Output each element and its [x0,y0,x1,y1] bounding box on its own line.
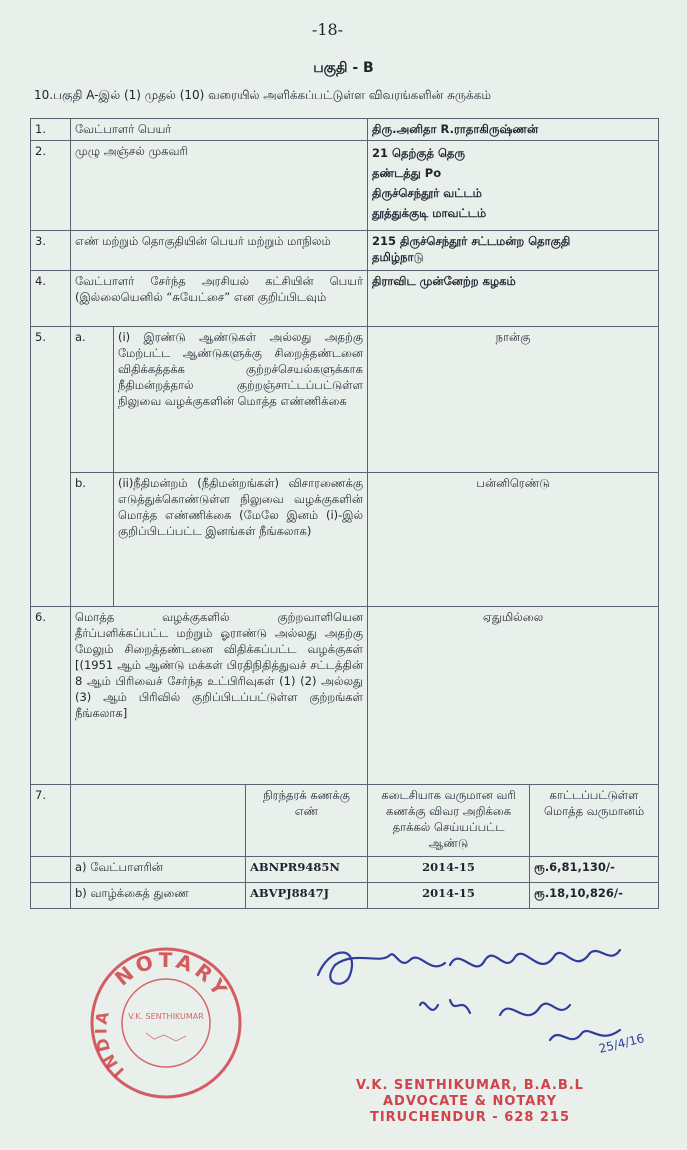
constituency [368,231,659,271]
row-1 [31,119,659,141]
address-line: தண்டத்து Po [372,166,442,180]
blank-cell [71,785,246,857]
postal-address [368,141,659,231]
notary-place: TIRUCHENDUR - 628 215 [369,1110,571,1125]
seal-notary-text: NOTARY [110,947,234,1004]
address-line: திருச்செந்தூர் வட்டம் [372,186,482,200]
candidate-tax-year: 2014-15 [368,857,530,883]
constituency-line: 215 திருச்செந்தூர் சட்டமன்ற தொகுதி [372,234,571,248]
svg-text:NOTARY [110,948,234,1003]
notary-title: ADVOCATE & NOTARY [382,1094,558,1109]
signature-date: 25/4/16 [597,1031,646,1056]
party-name: திராவிட முன்னேற்ற கழகம் [368,271,659,327]
constituency-line: தமிழ்நாடு [372,250,424,264]
row-5b [31,473,659,607]
candidate-pan: ABNPR9485N [246,857,368,883]
row-label: முழு அஞ்சல் முகவரி [71,141,368,231]
row-number: 3. [31,231,71,271]
notary-name: V.K. SENTHIKUMAR, B.A.B.L [356,1078,584,1093]
row-number: 5. [31,327,71,607]
spouse-income: ரூ.18,10,826/- [530,883,659,909]
address-line: 21 தெற்குத் தெரு [372,146,466,160]
row-7-spouse [31,883,659,909]
row-number: 1. [31,119,71,141]
summary-table [30,118,659,909]
row-number: 2. [31,141,71,231]
year-column-header: கடைசியாக வருமான வரி கணக்கு விவர அறிக்கை தாக்கல் செய்யப்பட்ட ஆண்டு [368,785,530,857]
row-label: வேட்பாளர் சேர்ந்த அரசியல் கட்சியின் பெயர் (இல்லையெனில் “சுயேட்சை” என குறிப்பிடவும் [71,271,368,327]
income-column-header: காட்டப்பட்டுள்ள மொத்த வருமானம் [530,785,659,857]
row-6 [31,607,659,785]
sub-number: b. [71,473,114,607]
seal-inner-name: V.K. SENTHIKUMAR [128,1012,204,1021]
row-2 [31,141,659,231]
row-label: வேட்பாளர் பெயர் [71,119,368,141]
sub-number: a. [71,327,114,473]
section-heading: 10.பகுதி A-இல் (1) முதல் (10) வரையில் அளிக்கப்பட்டுள்ள விவரங்களின் சுருக்கம் [34,88,492,102]
row-label: (i) இரண்டு ஆண்டுகள் அல்லது அதற்கு மேற்பட்ட ஆண்டுகளுக்கு சிறைத்தண்டனை விதிக்கத்தக்க குற்றச்செயல்களுக்காக நீதிமன்றத்தால் குற்றஞ்சாட்டப்பட்டுள்ள நிலுவை வழக்குகளின் மொத்த எண்ணிக்கை [114,327,368,473]
pending-cases-count: நான்கு [368,327,659,473]
blank-cell [31,883,71,909]
row-number: 6. [31,607,71,785]
row-number: 7. [31,785,71,857]
row-7-header [31,785,659,857]
row-label: மொத்த வழக்குகளில் குற்றவாளியென தீர்ப்பளிக்கப்பட்ட மற்றும் ஓராண்டு அல்லது அதற்கு மேலும் சிறைத்தண்டனை விதிக்கப்பட்ட வழக்குகள் [(1951 ஆம் ஆண்டு மக்கள் பிரதிநிதித்துவச் சட்டத்தின் 8 ஆம் பிரிவைச் சேர்ந்த உட்பிரிவுகள் (1) (2) அல்லது (3) ஆம் பிரிவில் குறிப்பிடப்பட்டுள்ள குற்றங்கள் நீங்கலாக] [71,607,368,785]
row-5a [31,327,659,473]
spouse-tax-year: 2014-15 [368,883,530,909]
row-3 [31,231,659,271]
candidate-income: ரூ.6,81,130/- [530,857,659,883]
address-line: தூத்துக்குடி மாவட்டம் [372,206,487,220]
part-title: பகுதி - B [313,60,374,76]
row-label: b) வாழ்க்கைத் துணை [71,883,246,909]
notary-seal-stamp [88,945,244,1101]
seal-india-text: INDIA [91,1006,128,1082]
pan-column-header: நிரந்தரக் கணக்கு எண் [246,785,368,857]
handwritten-signature [300,935,660,1065]
cognizance-cases-count: பன்னிரெண்டு [368,473,659,607]
row-7-candidate [31,857,659,883]
row-label: (ii)நீதிமன்றம் (நீதிமன்றங்கள்) விசாரணைக்கு எடுத்துக்கொண்டுள்ள நிலுவை வழக்குகளின் மொத்த எண்ணிக்கை (மேலே இனம் (i)-இல் குறிப்பிடப்பட்ட இனங்கள் நீங்கலாக) [114,473,368,607]
page-number: -18- [311,20,344,39]
row-number: 4. [31,271,71,327]
convictions-count: ஏதுமில்லை [368,607,659,785]
candidate-name: திரு.அனிதா R.ராதாகிருஷ்ணன் [368,119,659,141]
spouse-pan: ABVPJ8847J [246,883,368,909]
row-label: எண் மற்றும் தொகுதியின் பெயர் மற்றும் மாநிலம் [71,231,368,271]
row-label: a) வேட்பாளரின் [71,857,246,883]
notary-address-stamp [340,1078,600,1126]
blank-cell [31,857,71,883]
row-4 [31,271,659,327]
